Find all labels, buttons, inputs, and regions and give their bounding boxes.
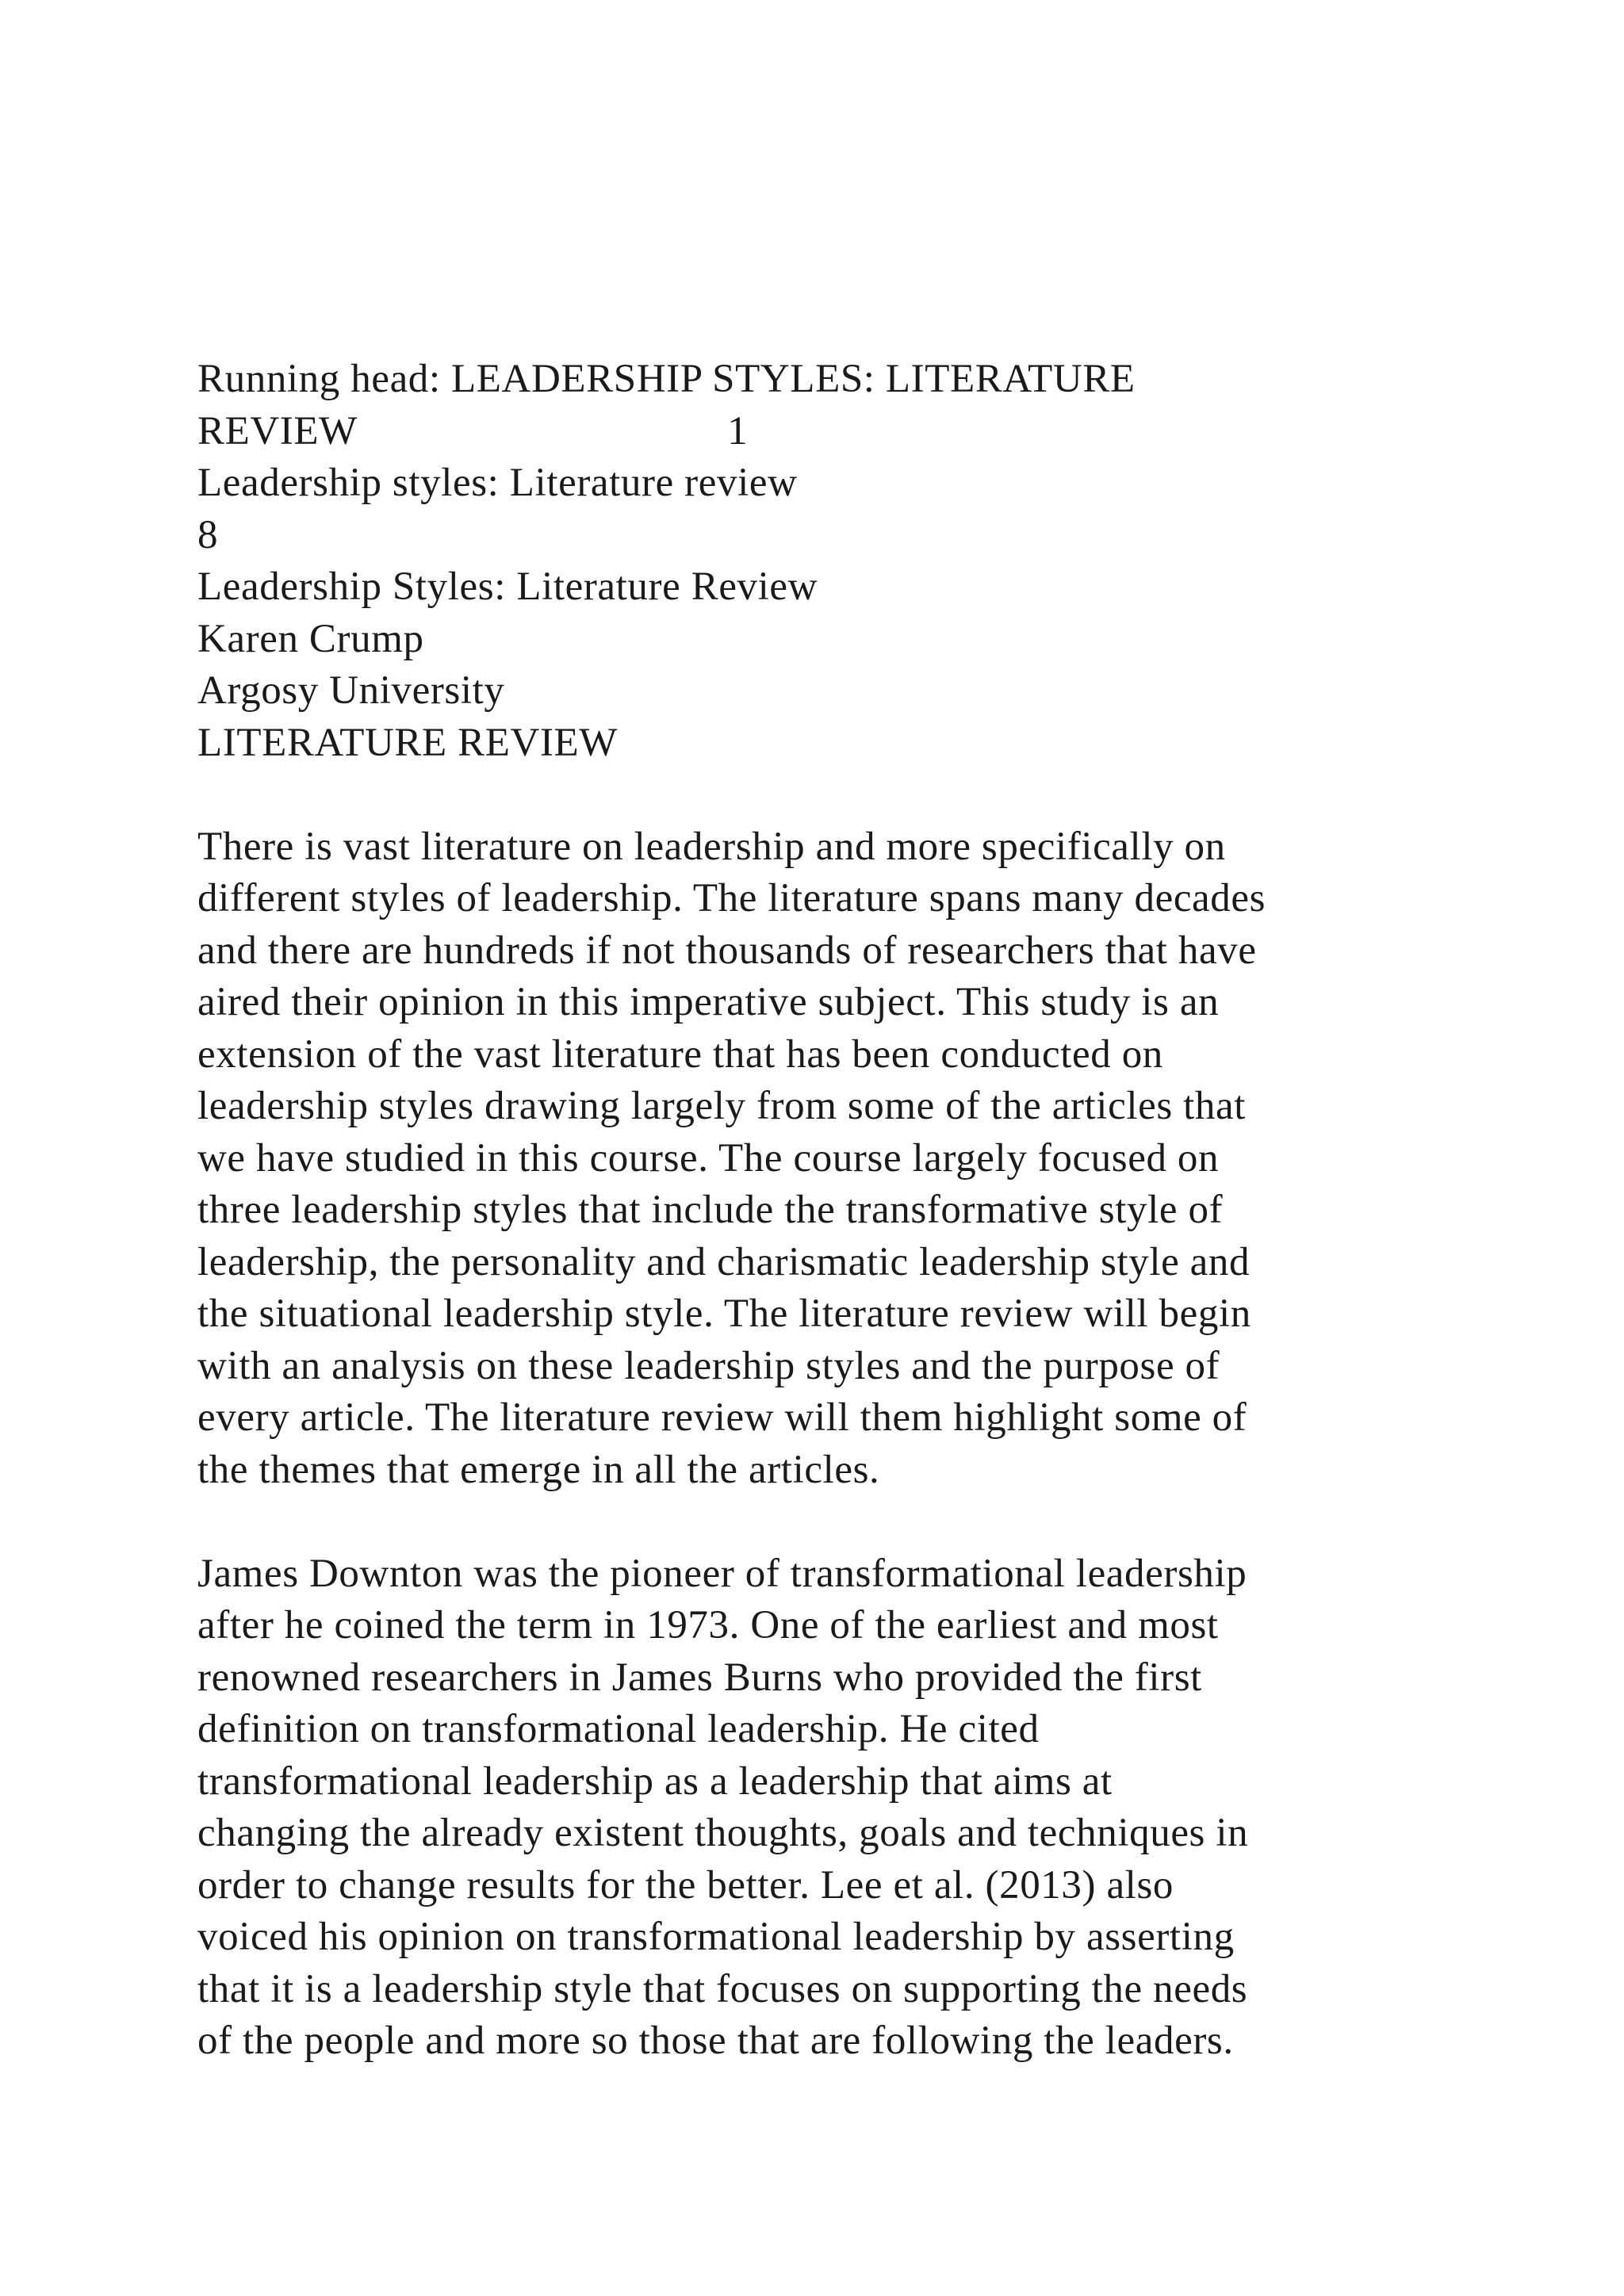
paragraph-line: we have studied in this course. The course largely focused on [197, 1135, 1220, 1181]
document-title: Leadership Styles: Literature Review [197, 564, 818, 609]
paragraph-line: leadership styles drawing largely from some of the articles that [197, 1084, 1246, 1128]
paragraph-line: James Downton was the pioneer of transformational leadership [197, 1551, 1247, 1596]
institution-name: Argosy University [197, 668, 505, 713]
paragraph-line: the situational leadership style. The literature review will begin [197, 1292, 1251, 1336]
paragraph-line: aired their opinion in this imperative subject. This study is an [197, 980, 1220, 1024]
paragraph-line: definition on transformational leadership. He cited [197, 1707, 1040, 1751]
running-head-continuation: REVIEW 1 [197, 408, 749, 453]
paragraph-line: the themes that emerge in all the articles. [197, 1447, 880, 1492]
blank-line [197, 1496, 1545, 1548]
page-number: 8 [197, 512, 219, 557]
paragraph-line: changing the already existent thoughts, goals and techniques in [197, 1811, 1249, 1855]
paragraph-line: There is vast literature on leadership and more specifically on [197, 824, 1226, 869]
paragraph-line: order to change results for the better. Lee et al. (2013) also [197, 1862, 1174, 1908]
paragraph-line: transformational leadership as a leadership that aims at [197, 1758, 1113, 1804]
paragraph-transformational [197, 1548, 1545, 2068]
paragraph-line: that it is a leadership style that focuses on supporting the needs [197, 1966, 1248, 2011]
section-heading: LITERATURE REVIEW [197, 720, 619, 765]
short-title: Leadership styles: Literature review [197, 461, 798, 505]
paragraph-line: of the people and more so those that are following the leaders. [197, 2019, 1234, 2063]
paragraph-line: after he coined the term in 1973. One of the earliest and most [197, 1603, 1219, 1647]
paragraph-intro [197, 821, 1545, 1497]
paragraph-line: three leadership styles that include the transformative style of [197, 1188, 1224, 1232]
author-name: Karen Crump [197, 616, 424, 661]
paragraph-line: extension of the vast literature that has been conducted on [197, 1031, 1163, 1077]
paragraph-line: voiced his opinion on transformational leadership by asserting [197, 1915, 1235, 1959]
paragraph-line: and there are hundreds if not thousands of researchers that have [197, 928, 1257, 973]
running-head: Running head: LEADERSHIP STYLES: LITERATURE [197, 357, 1136, 401]
paragraph-line: different styles of leadership. The literature spans many decades [197, 876, 1266, 920]
paragraph-line: renowned researchers in James Burns who provided the first [197, 1655, 1202, 1700]
paragraph-line: leadership, the personality and charismatic leadership style and [197, 1239, 1251, 1284]
paragraph-line: with an analysis on these leadership styles and the purpose of [197, 1343, 1220, 1388]
blank-line [197, 769, 1545, 821]
paragraph-line: every article. The literature review will them highlight some of [197, 1395, 1247, 1440]
document-body [197, 354, 1545, 2068]
